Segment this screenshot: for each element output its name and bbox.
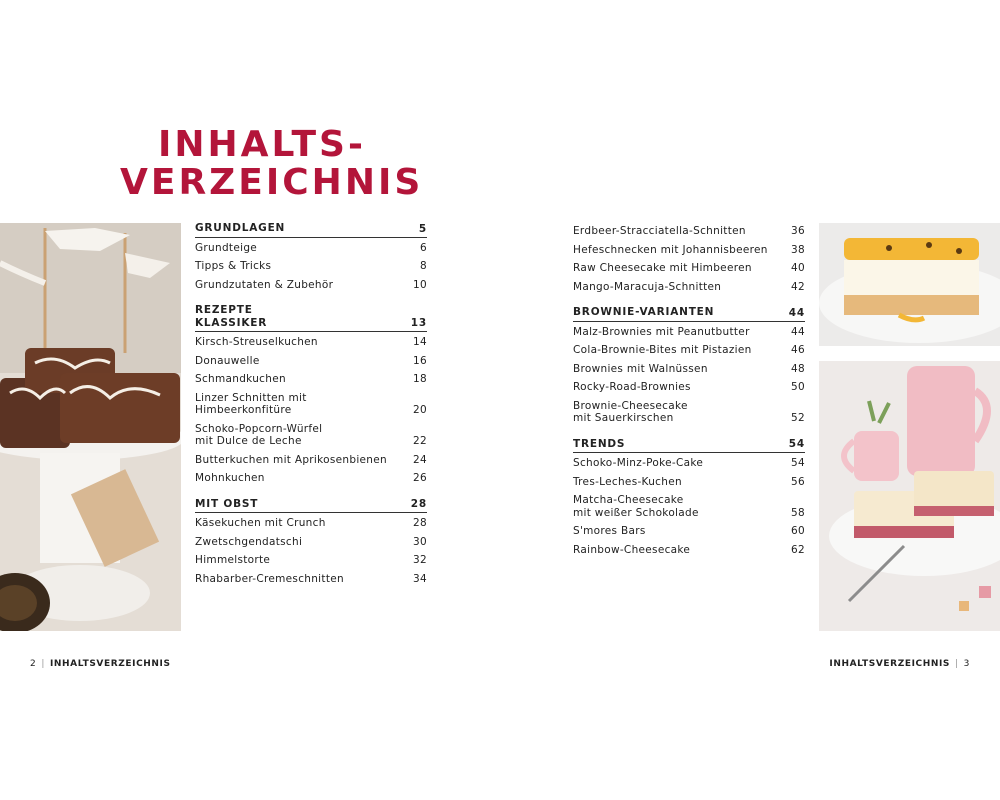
toc-entry[interactable]: Tipps & Tricks 8 [195, 260, 427, 272]
toc-entry[interactable]: Kirsch-Streuselkuchen 14 [195, 336, 427, 348]
toc-entry[interactable]: Butterkuchen mit Aprikosenbienen 24 [195, 453, 427, 466]
toc-left-column [195, 221, 427, 587]
toc-entry[interactable]: Schoko-Minz-Poke-Cake 54 [573, 457, 805, 469]
toc-entry[interactable]: Rainbow-Cheesecake 62 [573, 543, 805, 556]
toc-entry[interactable]: Rhabarber-Cremeschnitten 34 [195, 572, 427, 585]
toc-entry[interactable]: Himmelstorte 32 [195, 554, 427, 566]
footer-right [829, 659, 970, 669]
rhubarb-cream-slices-photo [819, 361, 1000, 631]
toc-entry[interactable]: Grundzutaten & Zubehör 10 [195, 278, 427, 291]
page-number-left: 2 [30, 659, 37, 669]
toc-section-heading: BROWNIE-VARIANTEN 44 [573, 305, 805, 322]
toc-entry[interactable]: Käsekuchen mit Crunch 28 [195, 517, 427, 529]
toc-entry[interactable]: Tres-Leches-Kuchen 56 [573, 475, 805, 488]
mango-passionfruit-slice-photo [819, 223, 1000, 346]
footer-separator: | [955, 659, 959, 669]
toc-entry[interactable]: Cola-Brownie-Bites mit Pistazien 46 [573, 344, 805, 356]
toc-section-heading: GRUNDLAGEN 5 [195, 221, 427, 238]
toc-section-heading: REZEPTE KLASSIKER 13 [195, 303, 427, 332]
footer-separator: | [41, 659, 45, 669]
toc-entry[interactable]: Mango-Maracuja-Schnitten 42 [573, 280, 805, 293]
footer-label-left: INHALTSVERZEICHNIS [49, 659, 171, 669]
toc-entry[interactable]: Malz-Brownies mit Peanutbutter 44 [573, 325, 805, 338]
page-title [120, 126, 423, 202]
toc-right-column [573, 221, 805, 558]
toc-entry[interactable]: Donauwelle 16 [195, 354, 427, 367]
toc-section-heading: MIT OBST 28 [195, 497, 427, 514]
toc-entry[interactable]: Linzer Schnitten mit Himbeerkonfitüre 20 [195, 391, 427, 416]
title-line-1: INHALTS- [158, 124, 366, 165]
toc-entry[interactable]: Hefeschnecken mit Johannisbeeren 38 [573, 243, 805, 256]
toc-entry[interactable]: Erdbeer-Stracciatella-Schnitten 36 [573, 225, 805, 237]
toc-entry[interactable]: Mohnkuchen 26 [195, 472, 427, 484]
toc-entry[interactable]: Brownies mit Walnüssen 48 [573, 362, 805, 375]
toc-entry[interactable]: Brownie-Cheesecake mit Sauerkirschen 52 [573, 399, 805, 424]
title-line-2: VERZEICHNIS [120, 162, 424, 203]
footer-left [30, 659, 171, 669]
page-number-right: 3 [963, 659, 970, 669]
toc-entry[interactable]: Schmandkuchen 18 [195, 373, 427, 385]
toc-entry[interactable]: Zwetschgendatschi 30 [195, 535, 427, 548]
toc-section-heading: TRENDS 54 [573, 437, 805, 454]
toc-entry[interactable]: Schoko-Popcorn-Würfel mit Dulce de Leche 22 [195, 422, 427, 447]
toc-entry[interactable]: Matcha-Cheesecake mit weißer Schokolade 58 [573, 494, 805, 519]
toc-entry[interactable]: Rocky-Road-Brownies 50 [573, 381, 805, 393]
toc-entry[interactable]: Grundteige 6 [195, 241, 427, 254]
brownie-cake-stand-photo [0, 223, 181, 631]
toc-entry[interactable]: Raw Cheesecake mit Himbeeren 40 [573, 262, 805, 274]
toc-entry[interactable]: S'mores Bars 60 [573, 525, 805, 537]
footer-label-right: INHALTSVERZEICHNIS [829, 659, 951, 669]
